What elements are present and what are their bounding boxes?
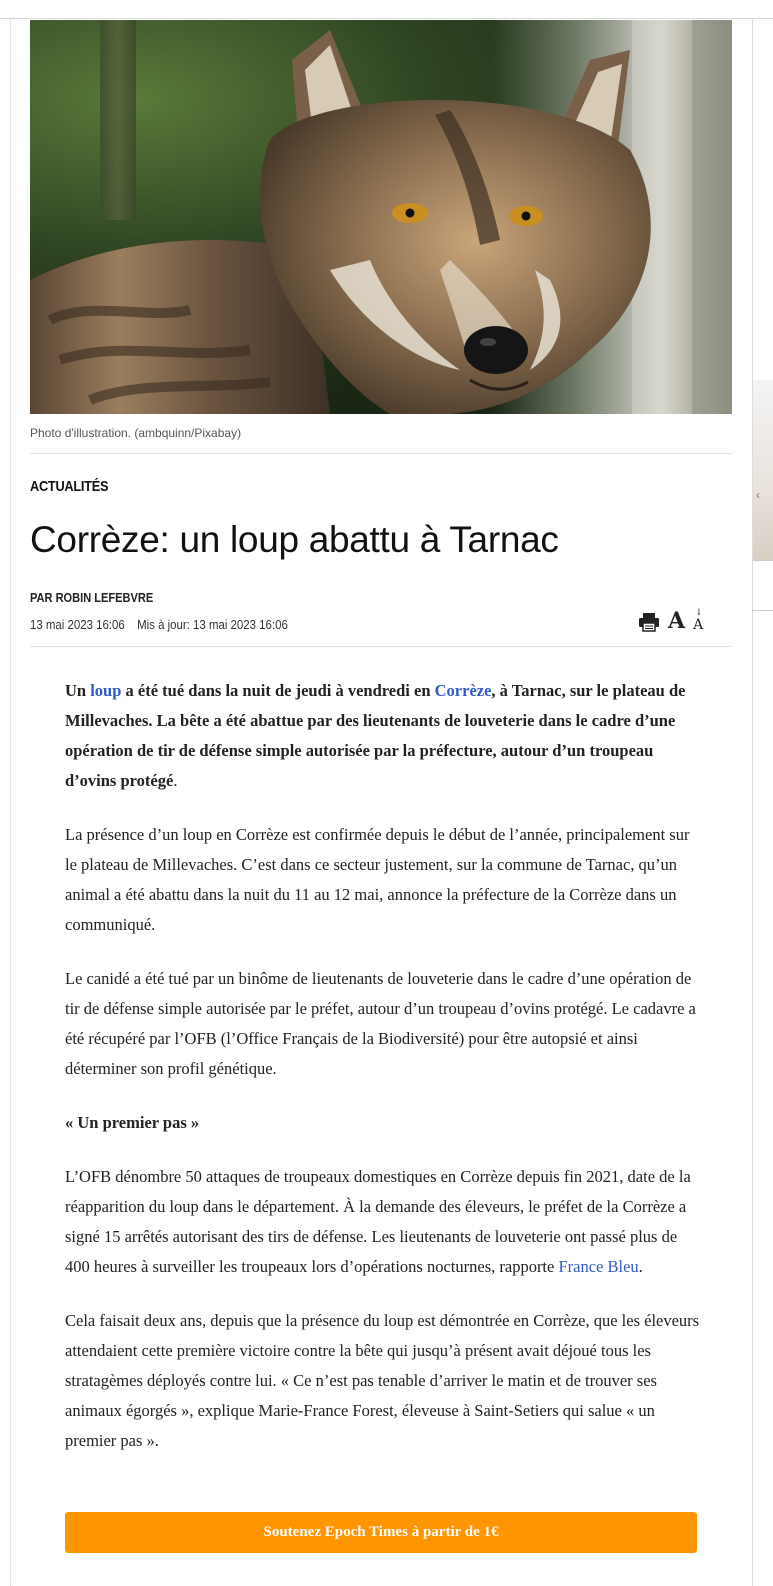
sidebar-divider: [753, 560, 773, 561]
paragraph: La présence d’un loup en Corrèze est confirmée depuis le début de l’année, principalement sur le plateau de Millevaches. C’est dans ce secteur justement, sur la commune de Tarnac, qu’un animal a été abattu dans la nuit du 11 au 12 mai, annonce la préfecture de la Corrèze dans un communiqué.: [65, 825, 690, 934]
article-tools: [638, 610, 703, 632]
hero-image: [30, 20, 732, 414]
author-byline[interactable]: PAR ROBIN LEFEBVRE: [30, 590, 154, 605]
image-caption: Photo d'illustration. (ambquinn/Pixabay): [30, 426, 242, 440]
link-correze[interactable]: Corrèze: [434, 681, 492, 700]
sidebar-thumbnail[interactable]: [753, 380, 773, 560]
link-france-bleu[interactable]: France Bleu: [558, 1257, 639, 1276]
meta-divider: [30, 646, 732, 647]
article-body: [65, 676, 705, 1480]
section-subheading: « Un premier pas »: [65, 1113, 200, 1132]
link-loup[interactable]: loup: [90, 681, 122, 700]
published-date: 13 mai 2023 16:06: [30, 617, 125, 632]
sidebar-divider: [752, 610, 773, 611]
category-label[interactable]: ACTUALITÉS: [30, 478, 109, 495]
article-dates: [30, 617, 300, 632]
left-column-border: [10, 18, 11, 1586]
right-column-border: [752, 18, 753, 1586]
wolf-illustration: [30, 20, 732, 414]
paragraph: Le canidé a été tué par un binôme de lieutenants de louveterie dans le cadre d’une opération de tir de défense simple autorisée par le préfet, autour d’un troupeau d’ovins protégé. Le cadavre a été récupéré par l’OFB (l’Office Français de la Biodiversité) pour être autopsié et ainsi déterminer son profil génétique.: [65, 969, 696, 1078]
font-decrease-button[interactable]: ↓ A: [693, 608, 704, 633]
caption-divider: [30, 453, 732, 454]
paragraph: L’OFB dénombre 50 attaques de troupeaux domestiques en Corrèze depuis fin 2021, date de la réapparition du loup dans le département. À la demande des éleveurs, le préfet de la Corrèze a signé 15 arrêtés autorisant des tirs de défense. Les lieutenants de louveterie ont passé plus de 400 heures à surveiller les troupeaux lors d’opérations nocturnes, rapporte France Bleu.: [65, 1167, 691, 1276]
article-lead: Un loup a été tué dans la nuit de jeudi à vendredi en Corrèze, à Tarnac, sur le plateau de Millevaches. La bête a été abattue par des lieutenants de louveterie dans le cadre d’une opération de tir de défense simple autorisée par la préfecture, autour d’un troupeau d’ovins protégé.: [65, 681, 686, 790]
font-increase-button[interactable]: A: [668, 608, 686, 634]
top-divider: [0, 18, 773, 19]
print-icon[interactable]: [638, 612, 660, 632]
support-button[interactable]: Soutenez Epoch Times à partir de 1€: [65, 1512, 697, 1553]
paragraph: Cela faisait deux ans, depuis que la présence du loup est démontrée en Corrèze, que les éleveurs attendaient cette première victoire contre la bête qui jusqu’à présent avait déjoué tous les stratagèmes déployés contre lui. « Ce n’est pas tenable d’arriver le matin et de trouver ses animaux égorgés », explique Marie-France Forest, éleveuse à Saint-Setiers qui salue « un premier pas ».: [65, 1311, 700, 1450]
chevron-left-icon[interactable]: ‹: [756, 488, 760, 502]
article-title: Corrèze: un loup abattu à Tarnac: [30, 519, 559, 560]
arrow-down-icon: ↓: [695, 608, 703, 618]
updated-date: Mis à jour: 13 mai 2023 16:06: [137, 617, 288, 632]
